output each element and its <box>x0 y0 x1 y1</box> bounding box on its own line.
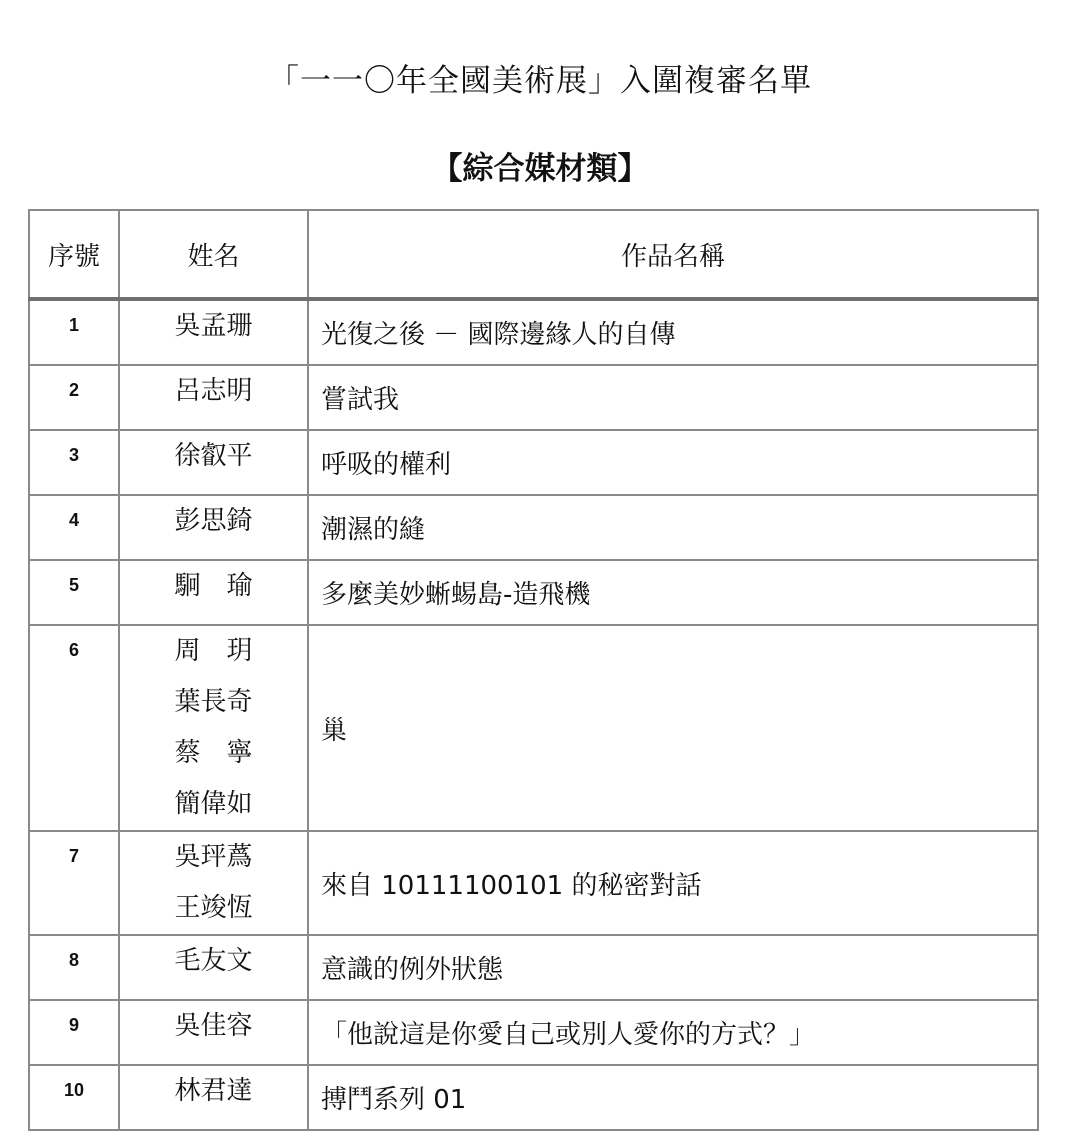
artist-names <box>119 831 308 935</box>
table-row <box>29 625 1038 831</box>
row-number: 8 <box>29 935 119 1000</box>
table-row <box>29 299 1038 365</box>
artist-names <box>119 625 308 831</box>
artist-names <box>119 365 308 430</box>
work-title: 光復之後 － 國際邊緣人的自傳 <box>308 299 1038 365</box>
category-heading: 【綜合媒材類】 <box>431 151 649 187</box>
table-row <box>29 831 1038 935</box>
work-title: 巢 <box>308 625 1038 831</box>
table-header-row <box>29 210 1038 299</box>
artist-name: 吳孟珊 <box>174 311 253 341</box>
artist-names <box>119 430 308 495</box>
work-title: 來自 10111100101 的秘密對話 <box>308 831 1038 935</box>
header-name: 姓名 <box>119 210 308 299</box>
table-row <box>29 430 1038 495</box>
artist-name: 蔡 寧 <box>174 738 253 768</box>
document-title: 「一一〇年全國美術展」入圍複審名單 <box>268 63 812 99</box>
table-row <box>29 365 1038 430</box>
artist-name: 徐叡平 <box>174 441 253 471</box>
artist-names <box>119 495 308 560</box>
artist-names <box>119 1065 308 1130</box>
row-number: 10 <box>29 1065 119 1130</box>
row-number: 3 <box>29 430 119 495</box>
artist-name: 周 玥 <box>174 636 253 666</box>
artist-name: 駉 瑜 <box>174 571 253 601</box>
table-row <box>29 1065 1038 1130</box>
table-row <box>29 560 1038 625</box>
table-row <box>29 495 1038 560</box>
work-title: 意識的例外狀態 <box>308 935 1038 1000</box>
row-number: 2 <box>29 365 119 430</box>
artist-names <box>119 560 308 625</box>
header-number: 序號 <box>29 210 119 299</box>
table-row <box>29 1000 1038 1065</box>
artist-names <box>119 1000 308 1065</box>
header-work-title: 作品名稱 <box>308 210 1038 299</box>
finalist-table <box>28 209 1039 1131</box>
row-number: 4 <box>29 495 119 560</box>
work-title: 「他說這是你愛自己或別人愛你的方式？」 <box>308 1000 1038 1065</box>
work-title: 嘗試我 <box>308 365 1038 430</box>
row-number: 6 <box>29 625 119 831</box>
work-title: 潮濕的縫 <box>308 495 1038 560</box>
artist-name: 簡偉如 <box>174 789 253 819</box>
row-number: 9 <box>29 1000 119 1065</box>
artist-name: 呂志明 <box>174 376 253 406</box>
artist-name: 吳佳容 <box>174 1011 253 1041</box>
artist-name: 王竣恆 <box>174 893 253 923</box>
work-title: 多麼美妙蜥蜴島-造飛機 <box>308 560 1038 625</box>
row-number: 1 <box>29 299 119 365</box>
artist-name: 吳玶蔿 <box>174 842 253 872</box>
row-number: 5 <box>29 560 119 625</box>
artist-name: 葉長奇 <box>174 687 253 717</box>
table-row <box>29 935 1038 1000</box>
artist-name: 毛友文 <box>174 946 253 976</box>
artist-names <box>119 935 308 1000</box>
artist-name: 林君達 <box>174 1076 253 1106</box>
work-title: 搏鬥系列 01 <box>308 1065 1038 1130</box>
artist-name: 彭思錡 <box>174 506 253 536</box>
row-number: 7 <box>29 831 119 935</box>
work-title: 呼吸的權利 <box>308 430 1038 495</box>
artist-names <box>119 299 308 365</box>
